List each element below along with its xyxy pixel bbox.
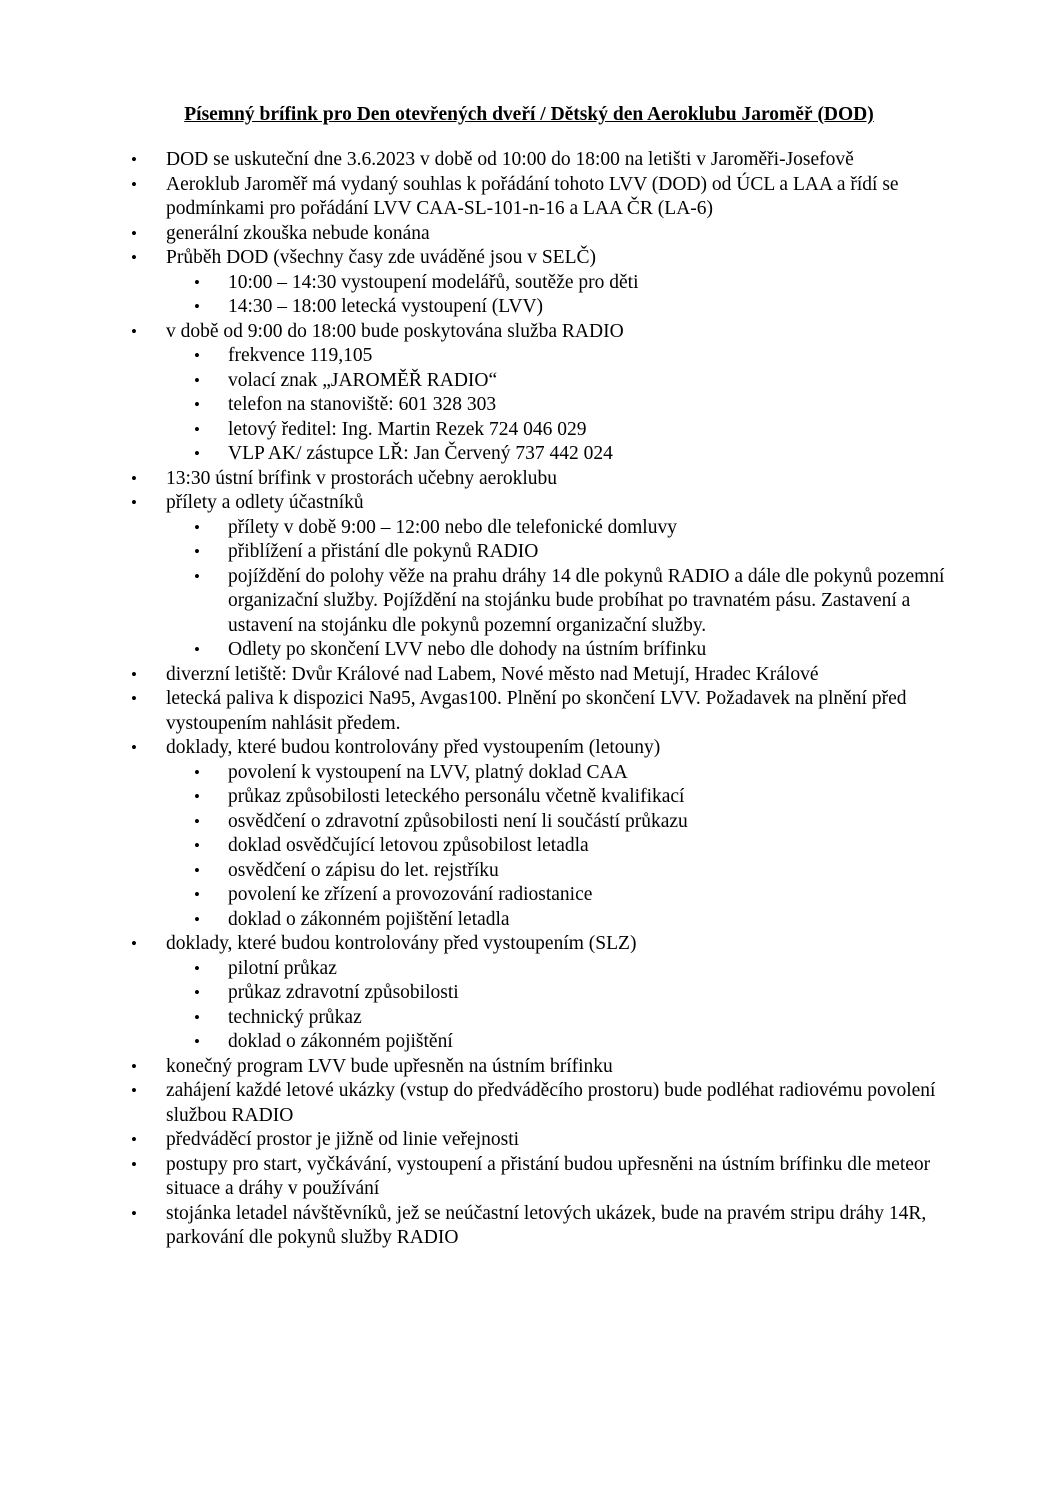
bullet-icon: •: [131, 174, 137, 194]
sub-list-item: [0, 859, 958, 884]
list-item-text: generální zkouška nebude konána: [166, 222, 430, 244]
list-item-text: přílety a odlety účastníků: [166, 492, 364, 513]
bullet-icon: •: [131, 738, 137, 757]
sub-list-item: [0, 908, 958, 933]
bullet-icon: •: [194, 1032, 200, 1051]
sub-list-item: [0, 344, 958, 369]
bullet-icon: •: [194, 983, 200, 1002]
list-item: [0, 246, 966, 271]
list-item: [0, 736, 966, 761]
briefing-list: [0, 148, 1058, 1251]
list-item-text: volací znak „JAROMĚŘ RADIO“: [228, 369, 498, 391]
list-item: [0, 932, 966, 957]
bullet-icon: •: [131, 468, 137, 488]
bullet-icon: •: [194, 885, 200, 904]
bullet-icon: •: [194, 860, 200, 880]
list-item: [0, 148, 966, 173]
bullet-icon: •: [194, 370, 200, 390]
sub-list-item: [0, 295, 958, 320]
list-item-text: DOD se uskuteční dne 3.6.2023 v době od 10:00 do 18:00 na letišti v Jaroměři-Josefově: [166, 149, 854, 170]
bullet-icon: •: [131, 1081, 137, 1100]
list-item: [0, 663, 966, 688]
sub-list-item: [0, 883, 958, 908]
list-item-text: přiblížení a přistání dle pokynů RADIO: [228, 541, 539, 562]
bullet-icon: •: [194, 640, 200, 659]
list-item-text: diverzní letiště: Dvůr Králové nad Labem, Nové město nad Metují, Hradec Králové: [166, 663, 819, 685]
list-item-text: doklad osvědčující letovou způsobilost letadla: [228, 835, 589, 856]
bullet-icon: •: [131, 1154, 137, 1174]
list-item-text: pilotní průkaz: [228, 957, 337, 979]
list-item-text: doklad o zákonném pojištění: [228, 1031, 453, 1052]
bullet-icon: •: [131, 493, 137, 512]
list-item-text: postupy pro start, vyčkávání, vystoupení a přistání budou upřesněni na ústním brífinku dle meteor situace a dráhy v používání: [166, 1153, 931, 1199]
sub-list-item: [0, 810, 958, 835]
bullet-icon: •: [194, 517, 200, 537]
list-item: [0, 491, 966, 516]
bullet-icon: •: [194, 811, 200, 831]
list-item-text: povolení ke zřízení a provozování radiostanice: [228, 884, 593, 905]
list-item: [0, 1055, 966, 1080]
sub-list-item: [0, 393, 958, 418]
list-item-text: doklady, které budou kontrolovány před vystoupením (SLZ): [166, 933, 637, 954]
list-item-text: stojánka letadel návštěvníků, jež se neúčastní letových ukázek, bude na pravém stripu dráhy 14R, parkování dle pokynů služby RADIO: [166, 1202, 927, 1248]
list-item-text: zahájení každé letové ukázky (vstup do předváděcího prostoru) bude podléhat radiovému povolení službou RADIO: [166, 1080, 936, 1126]
list-item-text: přílety v době 9:00 – 12:00 nebo dle telefonické domluvy: [228, 516, 677, 538]
list-item-text: telefon na stanoviště: 601 328 303: [228, 394, 497, 415]
list-item-text: doklady, které budou kontrolovány před vystoupením (letouny): [166, 737, 661, 758]
list-item: [0, 1153, 966, 1202]
sub-list-item: [0, 1030, 958, 1055]
list-item-text: osvědčení o zdravotní způsobilosti není li součástí průkazu: [228, 810, 688, 832]
bullet-icon: •: [131, 150, 137, 169]
list-item-text: pojíždění do polohy věže na prahu dráhy 14 dle pokynů RADIO a dále dle pokynů pozemní organizační služby. Pojíždění na stojánku bude probíhat po travnatém pásu. Zastavení a ustavení na stojánku dle pokynů pozemní organizační služby.: [228, 565, 945, 636]
list-item-text: letový ředitel: Ing. Martin Rezek 724 046 029: [228, 418, 587, 440]
list-item: [0, 1128, 966, 1153]
sub-list-item: [0, 516, 958, 541]
list-item-text: konečný program LVV bude upřesněn na ústním brífinku: [166, 1055, 613, 1077]
list-item-text: předváděcí prostor je jižně od linie veřejnosti: [166, 1129, 520, 1150]
bullet-icon: •: [194, 272, 200, 292]
bullet-icon: •: [194, 787, 200, 806]
bullet-icon: •: [194, 346, 200, 365]
sub-list-item: [0, 418, 958, 443]
list-item-text: 10:00 – 14:30 vystoupení modelářů, soutěže pro děti: [228, 271, 639, 293]
list-item: [0, 467, 966, 492]
bullet-icon: •: [194, 958, 200, 978]
list-item-text: Průběh DOD (všechny časy zde uváděné jsou v SELČ): [166, 247, 596, 268]
bullet-icon: •: [194, 762, 200, 782]
bullet-icon: •: [194, 297, 200, 316]
bullet-icon: •: [194, 566, 200, 586]
list-item-text: Aeroklub Jaroměř má vydaný souhlas k pořádání tohoto LVV (DOD) od ÚCL a LAA a řídí se podmínkami pro pořádání LVV CAA-SL-101-n-16 a LAA ČR (LA-6): [166, 173, 899, 219]
sub-list-item: [0, 271, 958, 296]
bullet-icon: •: [131, 934, 137, 953]
sub-list-item: [0, 638, 958, 663]
list-item-text: doklad o zákonném pojištění letadla: [228, 908, 510, 930]
sub-list-item: [0, 834, 958, 859]
bullet-icon: •: [194, 1007, 200, 1027]
list-item-text: Odlety po skončení LVV nebo dle dohody na ústním brífinku: [228, 639, 707, 660]
list-item-text: 14:30 – 18:00 letecká vystoupení (LVV): [228, 296, 544, 317]
list-item-text: 13:30 ústní brífink v prostorách učebny aeroklubu: [166, 467, 557, 489]
list-item-text: povolení k vystoupení na LVV, platný doklad CAA: [228, 761, 628, 783]
bullet-icon: •: [131, 223, 137, 243]
bullet-icon: •: [194, 395, 200, 414]
sub-list-item: [0, 957, 958, 982]
list-item-text: v době od 9:00 do 18:00 bude poskytována služba RADIO: [166, 320, 624, 342]
sub-list-item: [0, 442, 958, 467]
bullet-icon: •: [131, 664, 137, 684]
bullet-icon: •: [194, 909, 200, 929]
list-item-text: letecká paliva k dispozici Na95, Avgas100. Plnění po skončení LVV. Požadavek na plnění před vystoupením nahlásit předem.: [166, 688, 907, 734]
list-item-text: VLP AK/ zástupce LŘ: Jan Červený 737 442 024: [228, 443, 613, 464]
list-item-text: osvědčení o zápisu do let. rejstříku: [228, 859, 499, 881]
bullet-icon: •: [131, 1203, 137, 1223]
sub-list-item: [0, 565, 958, 639]
list-item: [0, 222, 966, 247]
sub-list-item: [0, 761, 958, 786]
list-item: [0, 320, 966, 345]
bullet-icon: •: [131, 321, 137, 341]
sub-list-item: [0, 981, 958, 1006]
list-item-text: frekvence 119,105: [228, 345, 373, 366]
list-item-text: technický průkaz: [228, 1006, 362, 1028]
bullet-icon: •: [131, 248, 137, 267]
sub-list-item: [0, 785, 958, 810]
list-item: [0, 1202, 966, 1251]
bullet-icon: •: [131, 1130, 137, 1149]
list-item-text: průkaz zdravotní způsobilosti: [228, 982, 459, 1003]
list-item: [0, 687, 966, 736]
bullet-icon: •: [194, 444, 200, 463]
bullet-icon: •: [194, 419, 200, 439]
bullet-icon: •: [194, 542, 200, 561]
list-item: [0, 173, 966, 222]
document-title: Písemný brífink pro Den otevřených dveří / Dětský den Aeroklubu Jaroměř (DOD): [184, 104, 874, 125]
list-item-text: průkaz způsobilosti leteckého personálu včetně kvalifikací: [228, 786, 685, 807]
bullet-icon: •: [131, 689, 137, 708]
bullet-icon: •: [131, 1056, 137, 1076]
sub-list-item: [0, 1006, 958, 1031]
sub-list-item: [0, 540, 958, 565]
list-item: [0, 1079, 966, 1128]
bullet-icon: •: [194, 836, 200, 855]
sub-list-item: [0, 369, 958, 394]
